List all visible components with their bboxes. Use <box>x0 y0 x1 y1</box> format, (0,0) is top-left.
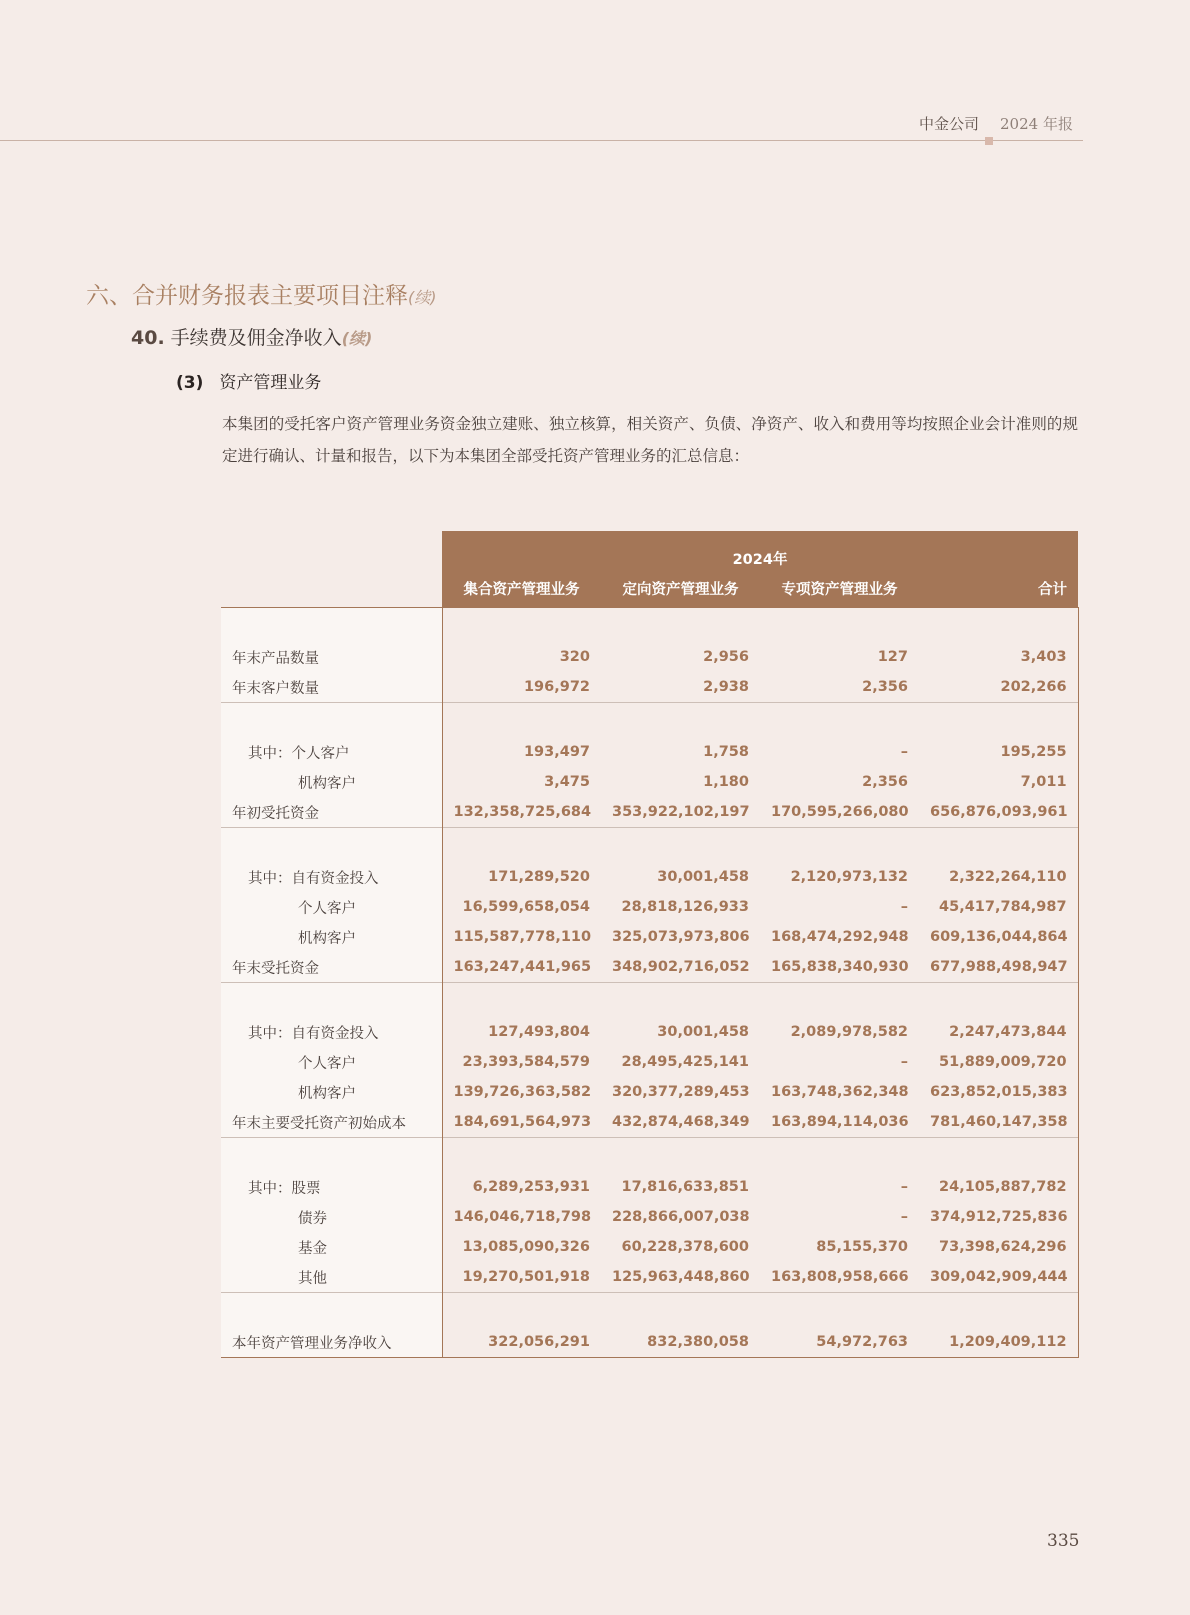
row-label: 其中：个人客户 <box>221 737 442 767</box>
table-row <box>221 642 1078 672</box>
row-label: 其中：股票 <box>221 1172 442 1202</box>
table-row <box>221 1327 1078 1358</box>
row-label: 其中：自有资金投入 <box>221 1017 442 1047</box>
cell-value: 3,403 <box>919 642 1078 672</box>
row-label: 年末主要受托资产初始成本 <box>221 1107 442 1138</box>
table-row <box>221 1232 1078 1262</box>
cell-value: 320,377,289,453 <box>612 1084 750 1100</box>
table-row <box>221 1047 1078 1077</box>
cell-value: 656,876,093,961 <box>919 797 1078 828</box>
table-row <box>221 1107 1078 1138</box>
cell-value: 2,956 <box>703 649 749 665</box>
cell-value: – <box>900 1179 908 1195</box>
row-label: 其中：自有资金投入 <box>221 862 442 892</box>
cell-value: 184,691,564,973 <box>453 1114 592 1130</box>
cell-value: – <box>900 1209 908 1225</box>
table-row <box>221 797 1078 828</box>
cell-value: 60,228,378,600 <box>621 1239 749 1255</box>
table-row <box>221 922 1078 952</box>
cell-value: 195,255 <box>919 737 1078 767</box>
cell-value: 13,085,090,326 <box>462 1239 590 1255</box>
cell-value: 30,001,458 <box>657 1024 749 1040</box>
header-report: 2024 年报 <box>1000 115 1073 133</box>
header-blank <box>221 569 442 608</box>
cell-value: – <box>900 1054 908 1070</box>
header-marker <box>985 137 993 145</box>
year-header: 2024年 <box>442 531 1078 569</box>
cell-value: 127,493,804 <box>488 1024 590 1040</box>
cell-value: 163,894,114,036 <box>771 1114 909 1130</box>
cell-value: 139,726,363,582 <box>453 1084 592 1100</box>
cell-value: 1,180 <box>703 774 749 790</box>
cell-value: 23,393,584,579 <box>462 1054 590 1070</box>
column-header: 专项资产管理业务 <box>760 569 919 608</box>
cell-value: 6,289,253,931 <box>472 1179 590 1195</box>
cell-value: 165,838,340,930 <box>771 959 909 975</box>
row-label: 机构客户 <box>221 1077 442 1107</box>
cell-value: 125,963,448,860 <box>612 1269 750 1285</box>
cell-value: 127 <box>877 649 908 665</box>
item-name: 资产管理业务 <box>219 373 322 393</box>
table-row <box>221 1017 1078 1047</box>
cell-value: 623,852,015,383 <box>919 1077 1078 1107</box>
subsection-title <box>131 323 372 350</box>
header-blank <box>221 531 442 569</box>
cell-value: 45,417,784,987 <box>919 892 1078 922</box>
table-row <box>221 1077 1078 1107</box>
header-company: 中金公司 <box>919 115 980 133</box>
cell-value: 168,474,292,948 <box>771 929 909 945</box>
cell-value: 781,460,147,358 <box>919 1107 1078 1138</box>
row-label: 个人客户 <box>221 892 442 922</box>
section-cont: (续) <box>408 288 437 307</box>
row-label: 其他 <box>221 1262 442 1293</box>
column-header: 定向资产管理业务 <box>601 569 760 608</box>
cell-value: 202,266 <box>919 672 1078 703</box>
cell-value: 348,902,716,052 <box>612 959 750 975</box>
row-label: 个人客户 <box>221 1047 442 1077</box>
subsection-number: 40. <box>131 327 165 349</box>
table-row <box>221 737 1078 767</box>
cell-value: 171,289,520 <box>488 869 590 885</box>
cell-value: 1,758 <box>703 744 749 760</box>
cell-value: 132,358,725,684 <box>453 804 592 820</box>
item-number: (3) <box>176 373 204 393</box>
cell-value: 163,748,362,348 <box>771 1084 909 1100</box>
cell-value: 2,356 <box>862 774 908 790</box>
cell-value: 320 <box>559 649 590 665</box>
cell-value: 609,136,044,864 <box>919 922 1078 952</box>
cell-value: 2,089,978,582 <box>790 1024 908 1040</box>
table-row <box>221 1202 1078 1232</box>
cell-value: – <box>900 899 908 915</box>
section-title-text: 六、合并财务报表主要项目注释 <box>86 283 408 309</box>
cell-value: 163,808,958,666 <box>771 1269 909 1285</box>
cell-value: 28,818,126,933 <box>621 899 749 915</box>
row-label: 本年资产管理业务净收入 <box>221 1327 442 1358</box>
asset-management-table <box>221 531 1078 1358</box>
column-header: 合计 <box>919 569 1078 608</box>
header-rule <box>0 140 1083 141</box>
table-row <box>221 892 1078 922</box>
cell-value: 353,922,102,197 <box>612 804 750 820</box>
table-row <box>221 767 1078 797</box>
cell-value: 193,497 <box>523 744 590 760</box>
cell-value: 196,972 <box>523 679 590 695</box>
row-label: 年初受托资金 <box>221 797 442 828</box>
intro-paragraph: 本集团的受托客户资产管理业务资金独立建账、独立核算，相关资产、负债、净资产、收入和费用等均按照企业会计准则的规定进行确认、计量和报告，以下为本集团全部受托资产管理业务的汇总信息： <box>222 415 1078 465</box>
cell-value: 2,938 <box>703 679 749 695</box>
cell-value: 54,972,763 <box>760 1327 919 1358</box>
row-label: 年末产品数量 <box>221 642 442 672</box>
cell-value: 322,056,291 <box>442 1327 601 1358</box>
cell-value: 228,866,007,038 <box>612 1209 750 1225</box>
cell-value: 146,046,718,798 <box>453 1209 592 1225</box>
column-header: 集合资产管理业务 <box>442 569 601 608</box>
row-label: 债券 <box>221 1202 442 1232</box>
row-label: 年末客户数量 <box>221 672 442 703</box>
subsection-name: 手续费及佣金净收入 <box>170 327 342 349</box>
item-title <box>176 368 321 393</box>
row-label: 机构客户 <box>221 767 442 797</box>
cell-value: 7,011 <box>919 767 1078 797</box>
cell-value: 170,595,266,080 <box>771 804 909 820</box>
row-label: 机构客户 <box>221 922 442 952</box>
cell-value: 85,155,370 <box>816 1239 908 1255</box>
subsection-cont: (续) <box>341 329 373 348</box>
row-label: 年末受托资金 <box>221 952 442 983</box>
cell-value: 432,874,468,349 <box>612 1114 750 1130</box>
row-label: 基金 <box>221 1232 442 1262</box>
cell-value: 374,912,725,836 <box>919 1202 1078 1232</box>
table-row <box>221 672 1078 703</box>
cell-value: 28,495,425,141 <box>621 1054 749 1070</box>
section-title <box>86 277 437 310</box>
cell-value: 73,398,624,296 <box>919 1232 1078 1262</box>
cell-value: 17,816,633,851 <box>621 1179 749 1195</box>
table-row <box>221 952 1078 983</box>
cell-value: 19,270,501,918 <box>462 1269 590 1285</box>
cell-value: 325,073,973,806 <box>612 929 750 945</box>
cell-value: 16,599,658,054 <box>462 899 590 915</box>
table-row <box>221 1262 1078 1293</box>
cell-value: 677,988,498,947 <box>919 952 1078 983</box>
cell-value: 1,209,409,112 <box>919 1327 1078 1358</box>
cell-value: 832,380,058 <box>601 1327 760 1358</box>
cell-value: 30,001,458 <box>657 869 749 885</box>
cell-value: 163,247,441,965 <box>453 959 592 975</box>
cell-value: 2,247,473,844 <box>919 1017 1078 1047</box>
cell-value: 51,889,009,720 <box>919 1047 1078 1077</box>
cell-value: 24,105,887,782 <box>919 1172 1078 1202</box>
table-row <box>221 1172 1078 1202</box>
cell-value: 2,322,264,110 <box>919 862 1078 892</box>
cell-value: 3,475 <box>544 774 590 790</box>
table-row <box>221 862 1078 892</box>
cell-value: 2,120,973,132 <box>790 869 908 885</box>
cell-value: 115,587,778,110 <box>453 929 592 945</box>
cell-value: 2,356 <box>862 679 908 695</box>
cell-value: – <box>900 744 908 760</box>
page-number: 335 <box>1047 1531 1080 1551</box>
cell-value: 309,042,909,444 <box>919 1262 1078 1293</box>
